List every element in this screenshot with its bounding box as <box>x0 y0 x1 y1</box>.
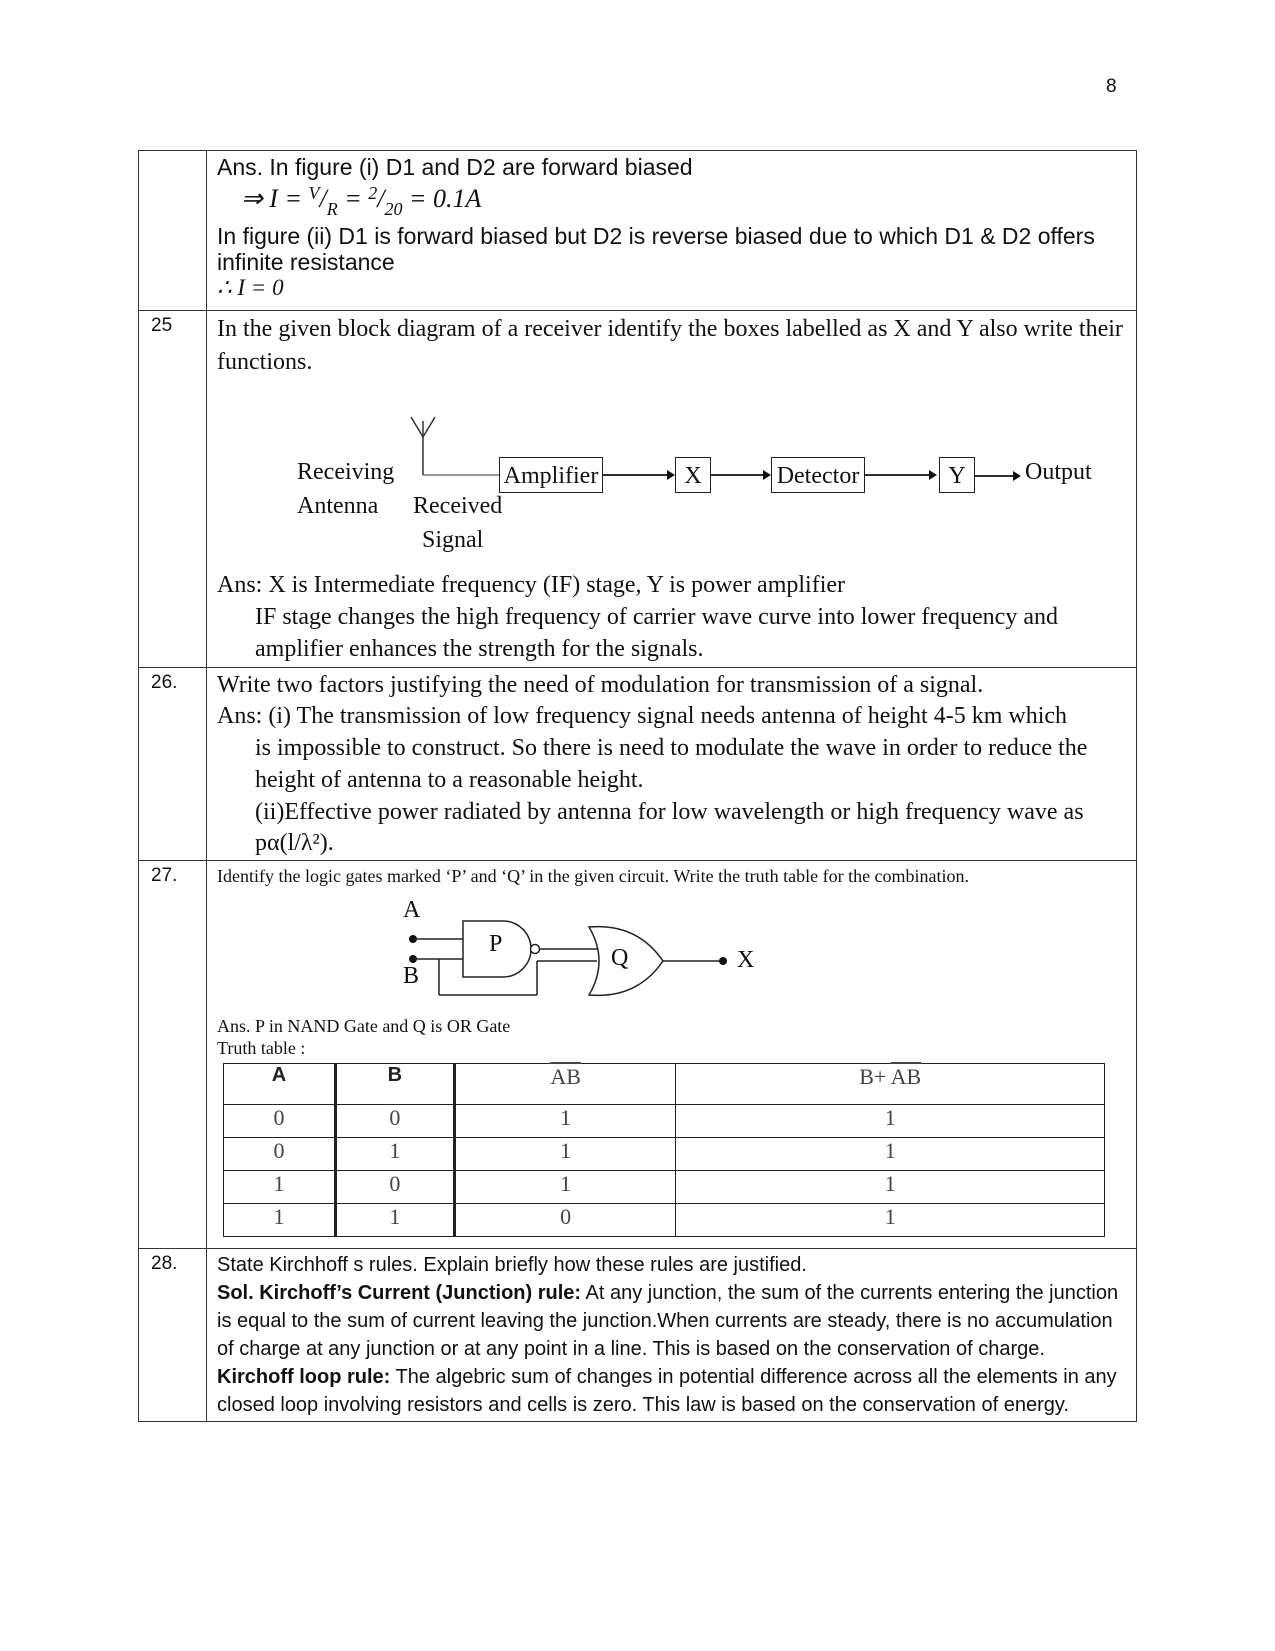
truth-cell: 0 <box>454 1204 676 1237</box>
truth-cell: 1 <box>676 1171 1105 1204</box>
q26-row <box>139 668 1137 861</box>
q26-number: 26. <box>139 668 207 861</box>
truth-header-b: B <box>335 1064 454 1105</box>
q25-body <box>207 311 1137 668</box>
q24-body <box>207 151 1137 311</box>
truth-header-a: A <box>224 1064 336 1105</box>
truth-row <box>224 1171 1105 1204</box>
label-receiving: Receiving <box>297 459 395 485</box>
gate-label-x: X <box>737 947 755 973</box>
label-received: Received <box>413 493 503 519</box>
q28-rule2-title: Kirchoff loop rule: <box>217 1366 391 1388</box>
truth-cell: 1 <box>224 1204 336 1237</box>
truth-row <box>224 1204 1105 1237</box>
q25-row <box>139 311 1137 668</box>
logic-gate-drawing <box>217 887 1197 1015</box>
truth-cell: 1 <box>676 1204 1105 1237</box>
q28-rule1-text: At any junction, the sum of the currents entering the junction is equal to the sum of current leaving the junction.When currents are steady, there is no accumulation of charge at any junction or at any point in a line. This is based on the conservation of charge. <box>217 1282 1119 1360</box>
box-amplifier: Amplifier <box>499 457 603 493</box>
box-x: X <box>675 457 711 493</box>
q24-number-cell <box>139 151 207 311</box>
truth-cell: 0 <box>335 1171 454 1204</box>
truth-header-row <box>224 1064 1105 1105</box>
page-number: 8 <box>1106 76 1117 97</box>
q26-ans1-rest: is impossible to construct. So there is need to modulate the wave in order to reduce the height of antenna to a reasonable height. <box>255 735 1088 793</box>
q24-line3: ∴ I = 0 <box>217 275 284 300</box>
truth-cell: 1 <box>335 1138 454 1171</box>
q28-rule2-text: The algebric sum of changes in potential difference across all the elements in any closed loop involving resistors and cells is zero. This law is based on the conservation of energy. <box>217 1366 1117 1416</box>
gate-label-b: B <box>403 963 420 989</box>
gate-label-a: A <box>403 897 421 923</box>
q27-number: 27. <box>139 861 207 1249</box>
truth-row <box>224 1105 1105 1138</box>
q27-truth-label: Truth table : <box>217 1038 306 1058</box>
logic-gate-circuit <box>217 887 1197 1015</box>
q24-row <box>139 151 1137 311</box>
truth-header-b-plus-ab: $B+ \overline{AB}$ <box>676 1064 1105 1105</box>
q24-line2: In figure (ii) D1 is forward biased but D2 is reverse biased due to which D1 & D2 offers infinite resistance <box>217 223 1095 275</box>
q25-answer: Ans: X is Intermediate frequency (IF) stage, Y is power amplifier <box>217 572 846 598</box>
q27-body <box>207 861 1137 1249</box>
label-antenna: Antenna <box>297 493 379 519</box>
truth-cell: 1 <box>335 1204 454 1237</box>
truth-cell: 0 <box>335 1105 454 1138</box>
q28-rule1-title: Sol. Kirchoff’s Current (Junction) rule: <box>217 1282 582 1304</box>
q25-question: In the given block diagram of a receiver identify the boxes labelled as X and Y also write their functions. <box>217 316 1123 375</box>
q25-number: 25 <box>139 311 207 668</box>
q26-ans2-formula: pα(l/λ²). <box>255 830 334 856</box>
gate-label-q: Q <box>611 945 629 971</box>
truth-cell: 1 <box>454 1105 676 1138</box>
q28-row <box>139 1249 1137 1422</box>
q26-body <box>207 668 1137 861</box>
q28-question: State Kirchhoff s rules. Explain briefly how these rules are justified. <box>217 1254 807 1276</box>
q28-number: 28. <box>139 1249 207 1422</box>
q27-question: Identify the logic gates marked ‘P’ and ‘Q’ in the given circuit. Write the truth table for the combination. <box>217 866 970 886</box>
q27-answer: Ans. P in NAND Gate and Q is OR Gate <box>217 1016 511 1036</box>
truth-cell: 0 <box>224 1138 336 1171</box>
gate-label-p: P <box>489 931 503 957</box>
q26-ans1-lead: Ans: (i) The transmission of low frequency signal needs antenna of height 4-5 km which <box>217 703 1068 729</box>
receiver-block-diagram <box>217 379 1197 569</box>
truth-row <box>224 1138 1105 1171</box>
q24-ans-line: Ans. In figure (i) D1 and D2 are forward biased <box>217 154 693 180</box>
label-output: Output <box>1025 459 1092 485</box>
box-detector: Detector <box>771 457 865 493</box>
truth-cell: 1 <box>676 1105 1105 1138</box>
q28-rule1 <box>217 1279 1126 1363</box>
truth-cell: 1 <box>224 1171 336 1204</box>
q26-ans2: (ii)Effective power radiated by antenna for low wavelength or high frequency wave as <box>255 799 1084 825</box>
truth-cell: 1 <box>454 1138 676 1171</box>
truth-cell: 1 <box>454 1171 676 1204</box>
box-y: Y <box>939 457 975 493</box>
q26-question: Write two factors justifying the need of modulation for transmission of a signal. <box>217 672 984 698</box>
q27-row <box>139 861 1137 1249</box>
label-signal: Signal <box>422 527 484 553</box>
q24-equation: ⇒ $I = ^V/_R = ^2/_{20} = 0.1A$ <box>241 183 482 219</box>
q25-explanation: IF stage changes the high frequency of carrier wave curve into lower frequency and amplifier enhances the strength for the signals. <box>255 604 1058 662</box>
truth-cell: 1 <box>676 1138 1105 1171</box>
truth-table <box>223 1063 1105 1237</box>
q28-body <box>207 1249 1137 1422</box>
truth-cell: 0 <box>224 1105 336 1138</box>
q28-rule2 <box>217 1363 1126 1419</box>
truth-header-ab: $\overline{AB}$ <box>454 1064 676 1105</box>
question-table <box>138 150 1137 1422</box>
